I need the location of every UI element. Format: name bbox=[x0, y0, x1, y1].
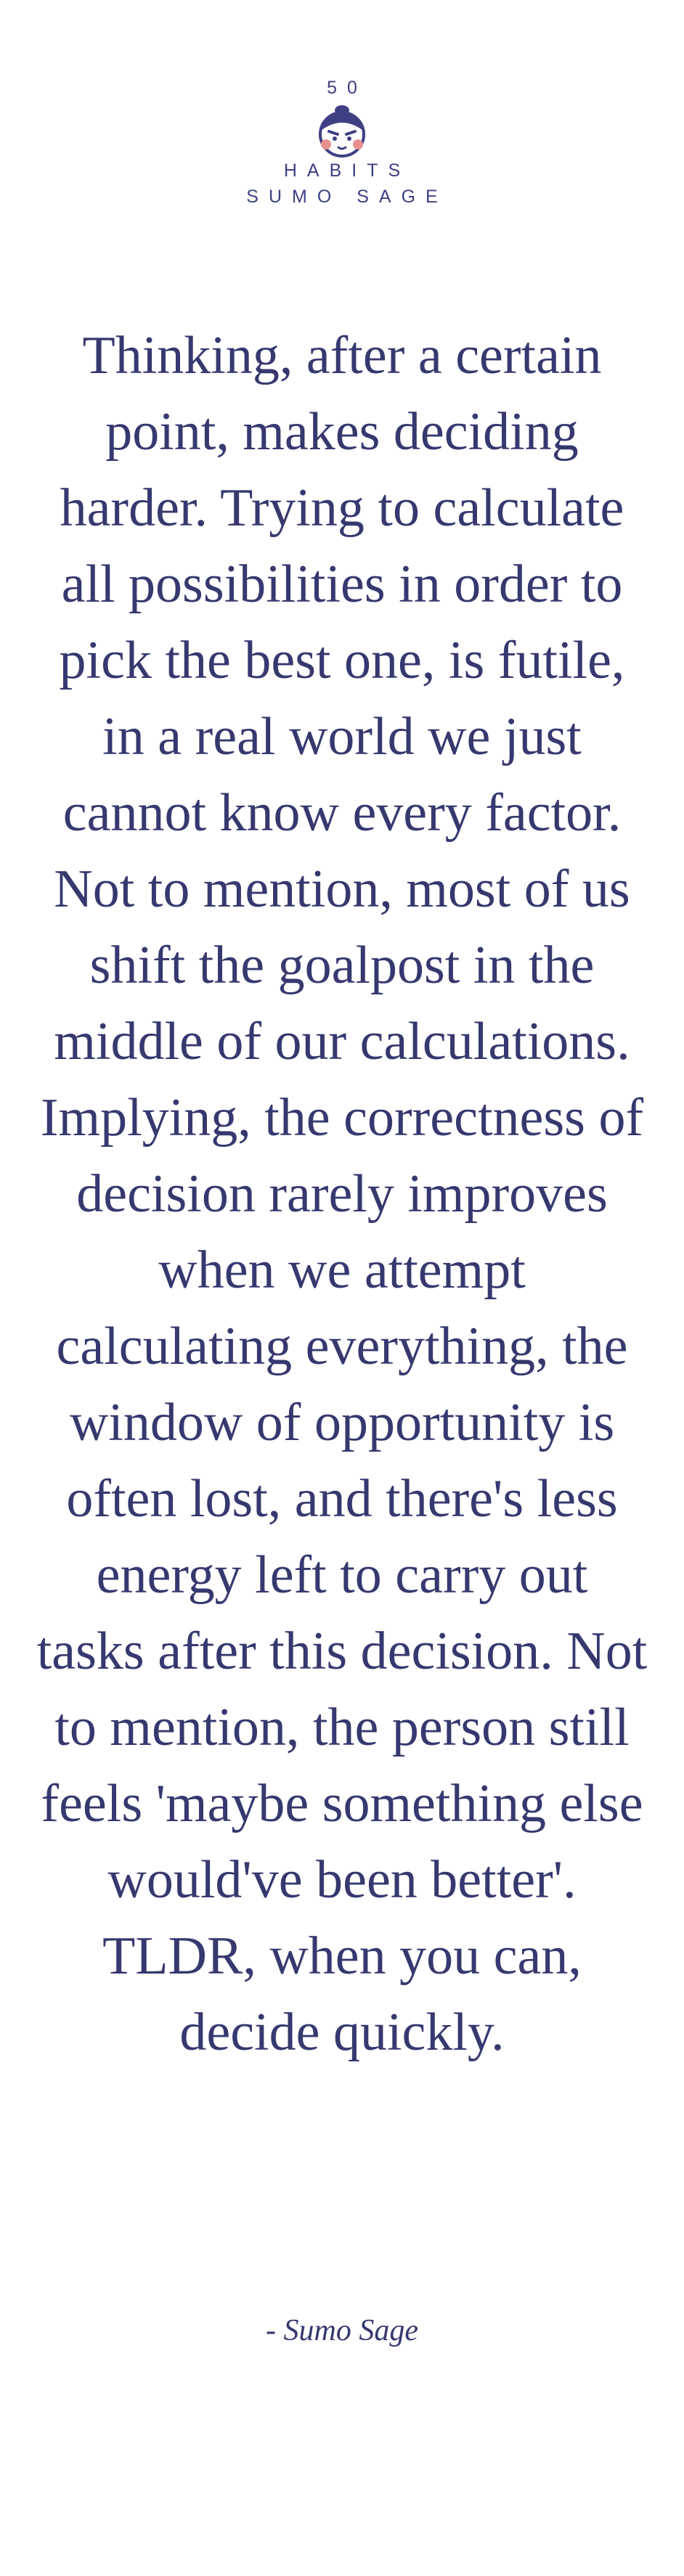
logo-number: 50 bbox=[327, 78, 367, 98]
quote-text: Thinking, after a certain point, makes deciding harder. Trying to calculate all possibilities in order to pick the best one, is futile, in a real world we just cannot know every factor. Not to mention, most of us shift the goalpost in the middle of our calculations. Implying, the correctness of decision rarely improves when we attempt calculating everything, the window of opportunity is often lost, and there's less energy left to carry out tasks after this decision. Not to mention, the person still feels 'maybe something else would've been better'. TLDR, when you can, decide quickly. bbox=[36, 326, 648, 2062]
brand-logo bbox=[0, 76, 684, 208]
quote-author: - Sumo Sage bbox=[266, 2314, 418, 2347]
sumo-face-icon bbox=[312, 104, 372, 158]
logo-brand-text: SUMO SAGE bbox=[246, 187, 448, 207]
logo-habits-text: HABITS bbox=[283, 160, 411, 181]
